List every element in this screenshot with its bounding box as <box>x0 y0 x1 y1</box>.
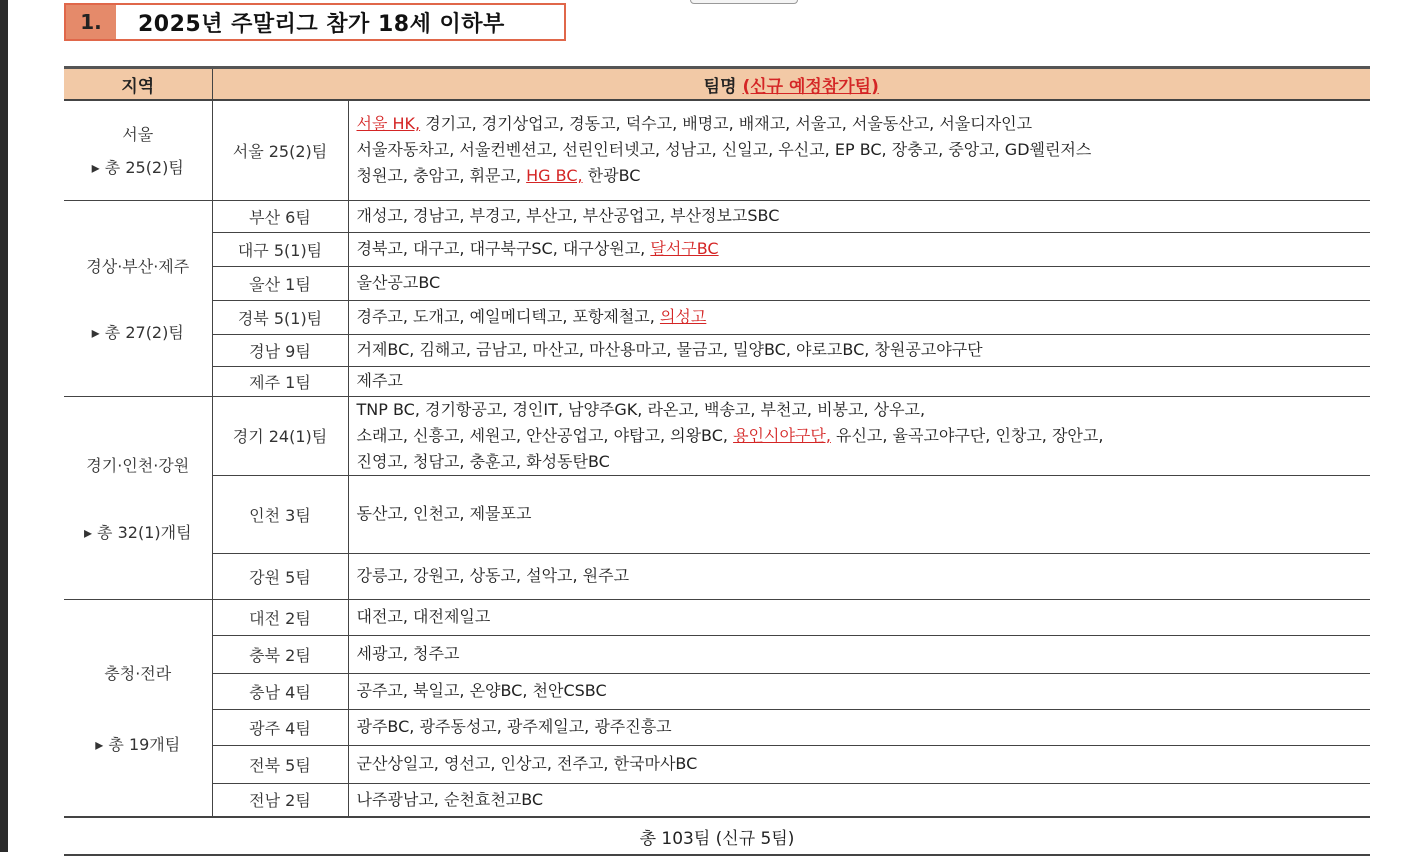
team-line <box>357 423 1365 449</box>
region-cell <box>64 200 212 396</box>
team-names: 광주BC, 광주동성고, 광주제일고, 광주진흥고 <box>356 717 672 736</box>
team-list <box>348 100 1370 200</box>
team-line <box>357 563 1365 589</box>
sub-region-label: 인천 3팀 <box>212 475 348 553</box>
team-list <box>348 709 1370 745</box>
new-team: HG BC, <box>526 166 583 186</box>
table-row <box>64 709 1370 745</box>
table-row <box>64 475 1370 553</box>
team-names: 거제BC, 김해고, 금남고, 마산고, 마산용마고, 물금고, 밀양BC, 야로고BC, 창원공고야구단 <box>356 340 983 359</box>
section-heading <box>64 3 566 41</box>
header-teams-note: (신규 예정참가팀) <box>742 76 879 97</box>
sub-region-label: 강원 5팀 <box>212 553 348 599</box>
table-row <box>64 200 1370 232</box>
table-row <box>64 300 1370 334</box>
region-total: ▸ 총 32(1)개팀 <box>83 522 192 542</box>
section-title: 2025년 주말리그 참가 18세 이하부 <box>138 11 505 37</box>
team-names: 개성고, 경남고, 부경고, 부산고, 부산공업고, 부산정보고SBC <box>356 206 780 225</box>
team-names: 진영고, 청담고, 충훈고, 화성동탄BC <box>356 451 610 471</box>
team-names: 경주고, 도개고, 예일메디텍고, 포항제철고, <box>356 307 660 326</box>
team-line <box>357 397 1365 423</box>
team-names: 서울자동차고, 서울컨벤션고, 선린인터넷고, 성남고, 신일고, 우신고, EP BC, 장충고, 중앙고, GD웰린저스 <box>356 140 1092 160</box>
new-team: 용인시야구단, <box>733 425 831 445</box>
team-list <box>348 745 1370 783</box>
region-total: ▸ 총 25(2)팀 <box>91 158 184 178</box>
team-names: 세광고, 청주고 <box>356 644 460 663</box>
sub-region-label: 제주 1팀 <box>212 366 348 396</box>
sub-region-label: 경남 9팀 <box>212 334 348 366</box>
team-list <box>348 553 1370 599</box>
team-line <box>357 641 1365 667</box>
sub-region-label: 서울 25(2)팀 <box>212 100 348 200</box>
team-line <box>357 137 1365 163</box>
team-names: 강릉고, 강원고, 상동고, 설악고, 원주고 <box>356 566 630 585</box>
header-region: 지역 <box>64 68 212 101</box>
table-row <box>64 366 1370 396</box>
team-list <box>348 334 1370 366</box>
region-cell <box>64 396 212 599</box>
table-row <box>64 745 1370 783</box>
team-names: 경북고, 대구고, 대구북구SC, 대구상원고, <box>356 239 651 258</box>
team-line <box>357 714 1365 740</box>
region-total: ▸ 총 27(2)팀 <box>91 322 184 342</box>
sub-region-label: 전북 5팀 <box>212 745 348 783</box>
table-row <box>64 553 1370 599</box>
region-name: 서울 <box>122 125 154 145</box>
participants-table <box>64 66 1370 856</box>
team-line <box>357 163 1365 189</box>
team-line <box>357 751 1365 777</box>
team-names: 제주고 <box>356 371 403 390</box>
sub-region-label: 대전 2팀 <box>212 599 348 635</box>
team-names: 울산공고BC <box>356 273 441 292</box>
team-names: 대전고, 대전제일고 <box>356 607 491 626</box>
sub-region-label: 대구 5(1)팀 <box>212 232 348 266</box>
team-line <box>357 304 1365 330</box>
team-list <box>348 300 1370 334</box>
region-name: 경상·부산·제주 <box>86 256 190 276</box>
team-names: 나주광남고, 순천효천고BC <box>356 789 544 809</box>
team-list <box>348 635 1370 673</box>
team-list <box>348 266 1370 300</box>
table-row <box>64 100 1370 200</box>
table-row <box>64 232 1370 266</box>
new-team: 서울 HK, <box>356 114 421 134</box>
team-names: TNP BC, 경기항공고, 경인IT, 남양주GK, 라온고, 백송고, 부천고, 비봉고, 상우고, <box>356 399 926 419</box>
table-row <box>64 334 1370 366</box>
team-line <box>357 787 1365 813</box>
region-cell <box>64 599 212 817</box>
sub-region-label: 광주 4팀 <box>212 709 348 745</box>
window-edge <box>0 0 8 852</box>
team-list <box>348 599 1370 635</box>
header-teams-label: 팀명 <box>703 76 737 97</box>
grand-total: 총 103팀 (신규 5팀) <box>64 817 1370 855</box>
table-header-row <box>64 68 1370 101</box>
table-row <box>64 396 1370 475</box>
team-names: 동산고, 인천고, 제물포고 <box>356 504 532 523</box>
team-line <box>357 203 1365 229</box>
team-line <box>357 270 1365 296</box>
team-list <box>348 673 1370 709</box>
team-line <box>357 236 1365 262</box>
team-line <box>357 604 1365 630</box>
sub-region-label: 부산 6팀 <box>212 200 348 232</box>
team-line <box>357 678 1365 704</box>
team-names: 경기고, 경기상업고, 경동고, 덕수고, 배명고, 배재고, 서울고, 서울동산고, 서울디자인고 <box>420 114 1033 134</box>
team-names: 청원고, 충암고, 휘문고, <box>356 166 527 186</box>
table-row <box>64 266 1370 300</box>
team-list <box>348 366 1370 396</box>
team-line <box>357 368 1365 394</box>
team-list <box>348 232 1370 266</box>
team-names: 유신고, 율곡고야구단, 인창고, 장안고, <box>830 425 1104 445</box>
region-cell <box>64 100 212 200</box>
team-names: 소래고, 신흥고, 세원고, 안산공업고, 야탑고, 의왕BC, <box>356 425 734 445</box>
team-list <box>348 200 1370 232</box>
region-name: 경기·인천·강원 <box>86 455 190 475</box>
table-footer-row <box>64 817 1370 855</box>
team-list <box>348 396 1370 475</box>
sub-region-label: 충남 4팀 <box>212 673 348 709</box>
team-line <box>357 501 1365 527</box>
region-name: 충청·전라 <box>104 663 172 683</box>
new-team: 달서구BC <box>650 239 719 258</box>
new-team: 의성고 <box>659 307 707 326</box>
team-list <box>348 475 1370 553</box>
table-row <box>64 635 1370 673</box>
table-row <box>64 599 1370 635</box>
sub-region-label: 전남 2팀 <box>212 783 348 817</box>
sub-region-label: 울산 1팀 <box>212 266 348 300</box>
team-names: 공주고, 북일고, 온양BC, 천안CSBC <box>356 681 607 700</box>
region-total: ▸ 총 19개팀 <box>95 734 181 754</box>
table-row <box>64 783 1370 817</box>
team-line <box>357 337 1365 363</box>
sub-region-label: 충북 2팀 <box>212 635 348 673</box>
header-teams <box>212 68 1370 101</box>
team-names: 한광BC <box>582 166 641 186</box>
team-names: 군산상일고, 영선고, 인상고, 전주고, 한국마사BC <box>356 754 698 773</box>
section-number: 1. <box>66 5 116 39</box>
sub-region-label: 경북 5(1)팀 <box>212 300 348 334</box>
team-line <box>357 111 1365 137</box>
team-list <box>348 783 1370 817</box>
top-tab-handle <box>690 0 798 4</box>
team-line <box>357 449 1365 475</box>
sub-region-label: 경기 24(1)팀 <box>212 396 348 475</box>
table-row <box>64 673 1370 709</box>
